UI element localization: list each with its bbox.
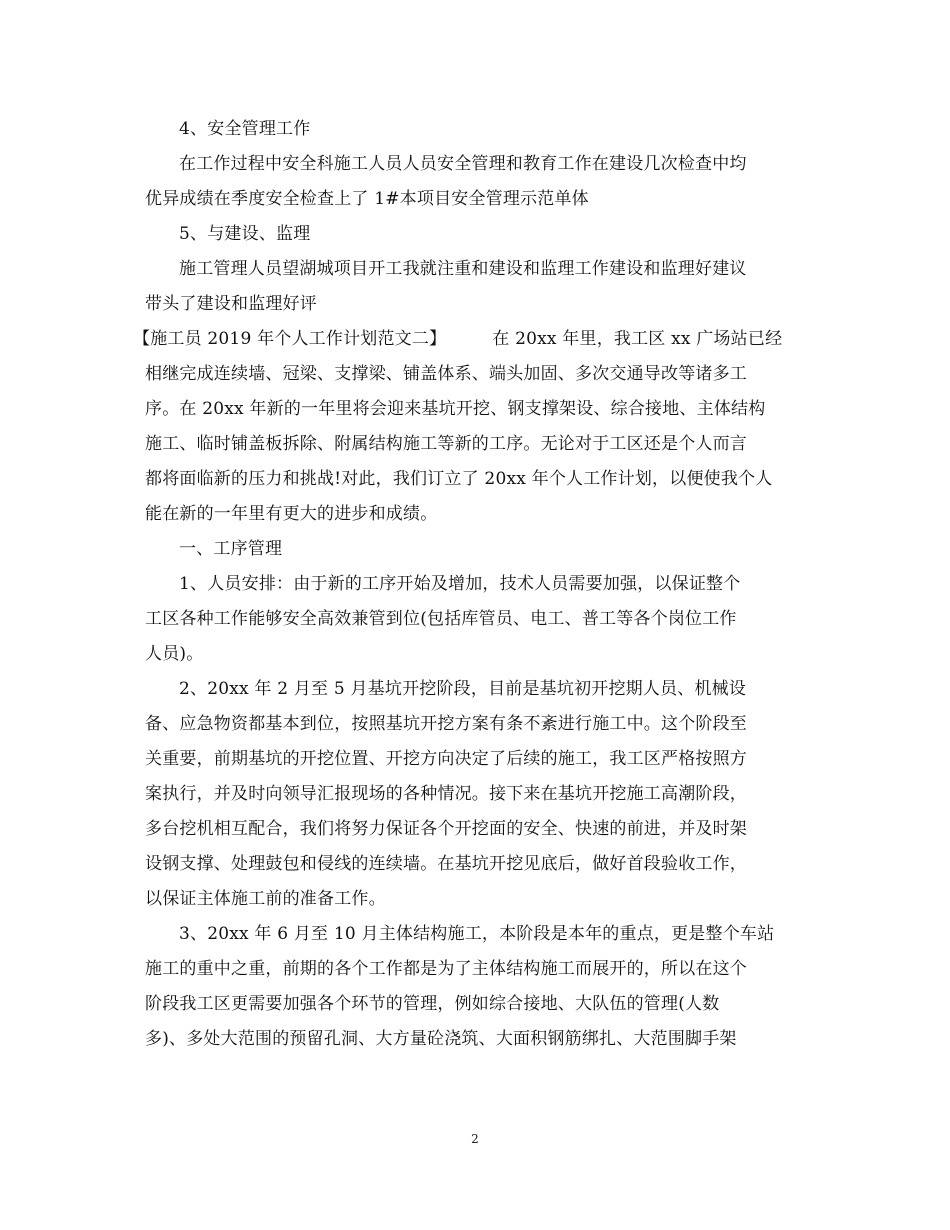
plan-title: 【施工员 2019 年个人工作计划范文二】 — [133, 329, 447, 349]
paragraph-safety — [145, 147, 815, 217]
paragraph-plan-intro — [133, 322, 815, 532]
section-heading-process — [145, 532, 815, 567]
text-line: 都将面临新的压力和挑战!对此，我们订立了 20xx 年个人工作计划，以便使我个人 — [145, 469, 773, 489]
text-line: 4、安全管理工作 — [179, 119, 311, 139]
section-heading-construction — [145, 217, 815, 252]
text-line — [133, 322, 815, 357]
text-line: 优异成绩在季度安全检查上了 1#本项目安全管理示范单体 — [145, 189, 589, 209]
text-line: 带头了建设和监理好评 — [145, 294, 317, 314]
text-line: 在工作过程中安全科施工人员人员安全管理和教育工作在建设几次检查中均 — [179, 154, 747, 174]
text-line: 能在新的一年里有更大的进步和成绩。 — [145, 504, 438, 524]
text-line: 3、20xx 年 6 月至 10 月主体结构施工，本阶段是本年的重点，更是整个车站 — [179, 924, 775, 944]
text-line: 一、工序管理 — [179, 539, 283, 559]
text-line: 施工的重中之重，前期的各个工作都是为了主体结构施工而展开的，所以在这个 — [145, 959, 747, 979]
paragraph-main-structure — [145, 917, 815, 1057]
text-line: 阶段我工区更需要加强各个环节的管理，例如综合接地、大队伍的管理(人数 — [145, 994, 720, 1014]
text-line: 5、与建设、监理 — [179, 224, 311, 244]
text-line: 1、人员安排：由于新的工序开始及增加，技术人员需要加强，以保证整个 — [179, 574, 741, 594]
text-line: 案执行，并及时向领导汇报现场的各种情况。接下来在基坑开挖施工高潮阶段， — [145, 784, 747, 804]
text-segment: 在 20xx 年里，我工区 xx 广场站已经 — [492, 329, 783, 349]
paragraph-staffing — [145, 567, 815, 672]
text-line: 相继完成连续墙、冠梁、支撑梁、铺盖体系、端头加固、多次交通导改等诸多工 — [145, 364, 747, 384]
paragraph-excavation — [145, 672, 815, 917]
text-line: 工区各种工作能够安全高效兼管到位(包括库管员、电工、普工等各个岗位工作 — [145, 609, 737, 629]
text-line: 序。在 20xx 年新的一年里将会迎来基坑开挖、钢支撑架设、综合接地、主体结构 — [145, 399, 766, 419]
text-line: 多台挖机相互配合，我们将努力保证各个开挖面的安全、快速的前进，并及时架 — [145, 819, 747, 839]
text-line: 关重要，前期基坑的开挖位置、开挖方向决定了后续的施工，我工区严格按照方 — [145, 749, 747, 769]
text-line: 施工管理人员望湖城项目开工我就注重和建设和监理工作建设和监理好建议 — [179, 259, 747, 279]
text-line: 施工、临时铺盖板拆除、附属结构施工等新的工序。无论对于工区还是个人而言 — [145, 434, 747, 454]
section-heading-safety — [145, 112, 815, 147]
text-line: 设钢支撑、处理鼓包和侵线的连续墙。在基坑开挖见底后，做好首段验收工作， — [145, 854, 747, 874]
text-line: 以保证主体施工前的准备工作。 — [145, 889, 386, 909]
document-body — [133, 112, 815, 1057]
paragraph-construction — [145, 252, 815, 322]
page-number: 2 — [471, 1132, 479, 1146]
text-line: 多)、多处大范围的预留孔洞、大方量砼浇筑、大面积钢筋绑扎、大范围脚手架 — [145, 1029, 737, 1049]
text-line: 2、20xx 年 2 月至 5 月基坑开挖阶段，目前是基坑初开挖期人员、机械设 — [179, 679, 747, 699]
text-line: 备、应急物资都基本到位，按照基坑开挖方案有条不紊进行施工中。这个阶段至 — [145, 714, 747, 734]
text-line: 人员)。 — [145, 644, 204, 664]
